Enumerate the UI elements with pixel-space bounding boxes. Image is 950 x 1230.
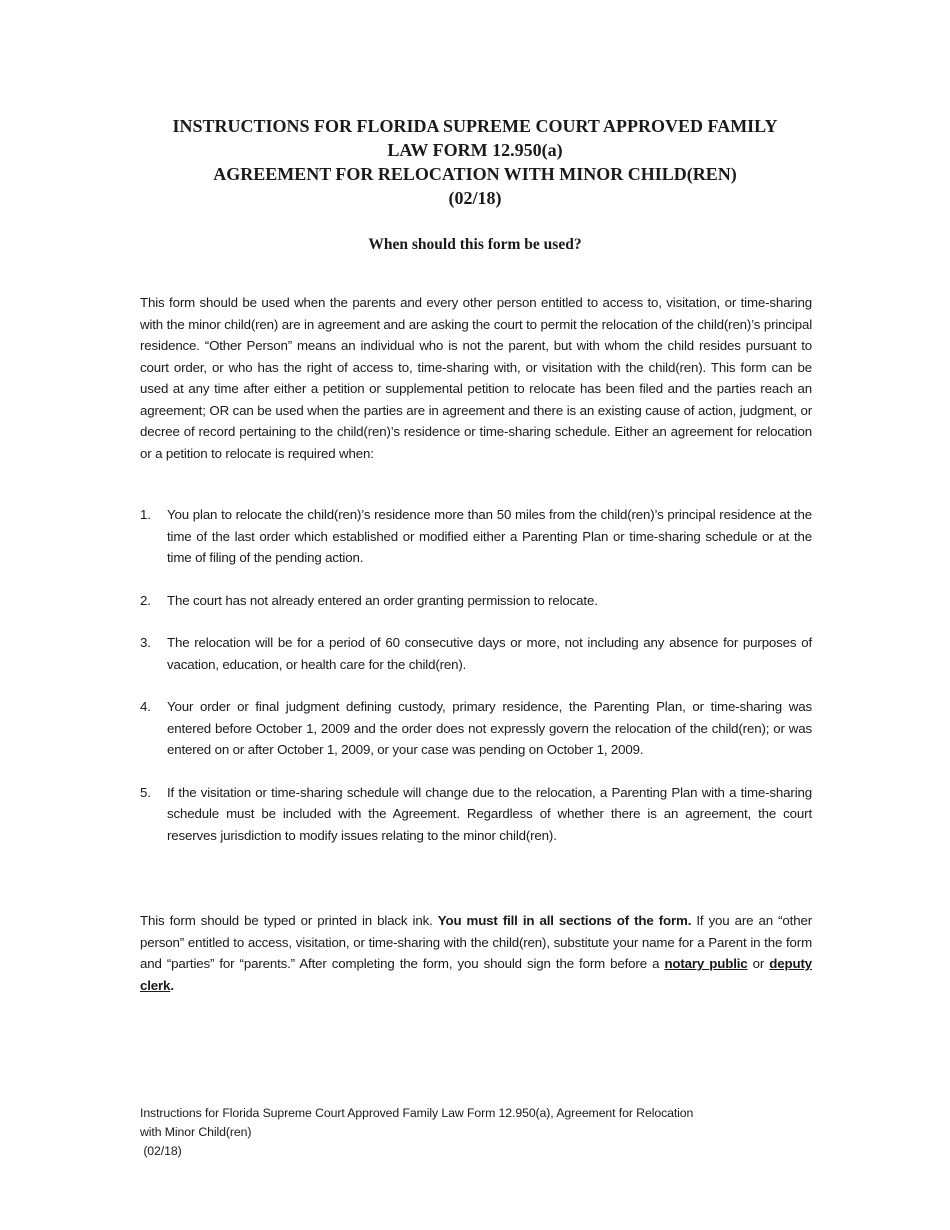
footer-line: with Minor Child(ren) <box>140 1125 252 1139</box>
deputy-clerk-term: deputy clerk <box>140 956 812 993</box>
closing-text: or <box>747 956 770 971</box>
list-number: 5. <box>140 784 151 800</box>
title-line: INSTRUCTIONS FOR FLORIDA SUPREME COURT APPROVED FAMILY <box>172 116 778 136</box>
closing-paragraph <box>140 910 812 996</box>
list-text: Your order or final judgment defining custody, primary residence, the Parenting Plan, or time-sharing was entered before October 1, 2009 and the order does not expressly govern the relocation of the child(ren); or was entered on or after October 1, 2009, or your case was pending on October 1, 2009. <box>167 699 812 757</box>
requirements-list <box>140 504 812 867</box>
list-text: If the visitation or time-sharing schedule will change due to the relocation, a Parenting Plan with a time-sharing schedule must be included with the Agreement. Regardless of whether there is an agreement, the court reserves jurisdiction to modify issues relating to the minor child(ren). <box>167 784 812 843</box>
intro-paragraph: This form should be used when the parents and every other person entitled to access to, visitation, or time-sharing with the minor child(ren) are in agreement and are asking the court to permit the relocation of the child(ren)’s principal residence. “Other Person” means an individual who is not the parent, but with whom the child resides pursuant to court order, or who has the right of access to, time-sharing with, or visitation with the child(ren). This form can be used at any time after either a petition or supplemental petition to relocate has been filed and the parties reach an agreement; OR can be used when the parties are in agreement and there is an existing cause of action, judgment, or decree of record pertaining to the child(ren)’s residence or time-sharing schedule. Either an agreement for relocation or a petition to relocate is required when: <box>140 295 812 461</box>
list-item <box>140 632 812 675</box>
section-heading: When should this form be used? <box>368 236 582 253</box>
closing-emphasis: You must fill in all sections of the form. <box>437 913 692 928</box>
title-line: LAW FORM 12.950(a) <box>387 140 563 160</box>
page-footer <box>140 1104 820 1161</box>
list-item <box>140 696 812 761</box>
footer-line: Instructions for Florida Supreme Court Approved Family Law Form 12.950(a), Agreement for Relocation <box>140 1106 694 1120</box>
list-number: 3. <box>140 635 151 650</box>
notary-public-term: notary public <box>664 956 748 971</box>
title-line: (02/18) <box>448 188 502 208</box>
list-text: The court has not already entered an order granting permission to relocate. <box>167 592 598 608</box>
list-item <box>140 782 812 847</box>
footer-line: (02/18) <box>140 1144 182 1158</box>
list-number: 2. <box>140 592 151 608</box>
list-number: 1. <box>140 507 151 522</box>
list-text: The relocation will be for a period of 60 consecutive days or more, not including any absence for purposes of vacation, education, or health care for the child(ren). <box>167 635 812 672</box>
list-number: 4. <box>140 699 151 714</box>
list-item <box>140 590 812 612</box>
title-line: AGREEMENT FOR RELOCATION WITH MINOR CHILD(REN) <box>213 164 737 184</box>
closing-period: . <box>170 977 174 993</box>
closing-text: If you are an “other person” entitled to access, visitation, or time-sharing with the child(ren), substitute your name for a Parent in the form and “parties” for “parents.” After completing the form, you should sign the form before a <box>140 913 812 971</box>
closing-text: This form should be typed or printed in black ink. <box>140 913 438 928</box>
document-title <box>0 114 950 210</box>
list-item <box>140 504 812 569</box>
list-text: You plan to relocate the child(ren)’s residence more than 50 miles from the child(ren)’s principal residence at the time of the last order which established or modified either a Parenting Plan or time-sharing schedule or at the time of filing of the pending action. <box>167 507 812 565</box>
